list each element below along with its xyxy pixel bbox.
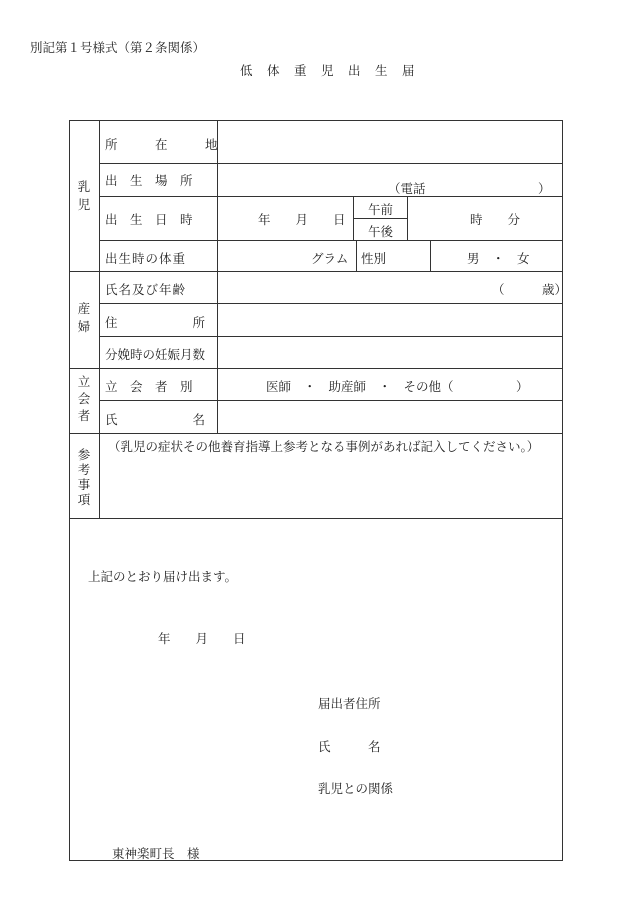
addressee: 東神楽町長 様 <box>112 846 200 861</box>
attendant-group-label: 立会者 <box>77 374 91 423</box>
declaration-statement: 上記のとおり届け出ます。 <box>88 569 238 584</box>
gestation-field[interactable] <box>219 338 561 367</box>
birthplace-label: 出 生 場 所 <box>105 173 193 188</box>
pm-option[interactable]: 午後 <box>368 224 394 239</box>
age-unit[interactable]: （ 歳） <box>492 282 568 297</box>
attendant-name-field[interactable] <box>219 402 561 432</box>
form-reference: 別記第１号様式（第２条関係） <box>30 40 206 55</box>
birth-time-units[interactable]: 時 分 <box>470 212 521 227</box>
mother-name-age-label: 氏名及び年齢 <box>105 282 187 297</box>
phone-label: （電話 ） <box>388 181 551 196</box>
infant-address-label: 所 在 地 <box>105 137 218 152</box>
weight-label: 出生時の体重 <box>105 251 187 266</box>
relation-label: 乳児との関係 <box>318 781 394 796</box>
notifier-name-label: 氏 名 <box>318 739 381 754</box>
attendant-name-label: 氏 名 <box>105 412 206 427</box>
gestation-label: 分娩時の妊娠月数 <box>105 347 206 362</box>
mother-address-label: 住 所 <box>105 315 206 330</box>
attendant-type-label: 立 会 者 別 <box>105 379 193 394</box>
reference-group-label: 参考事項 <box>77 447 91 507</box>
attendant-type-options[interactable]: 医師 ・ 助産師 ・ その他（ ） <box>266 379 529 394</box>
am-option[interactable]: 午前 <box>368 202 394 217</box>
infant-address-field[interactable] <box>219 122 561 162</box>
birthdate-units[interactable]: 年 月 日 <box>258 212 346 227</box>
form-title: 低 体 重 児 出 生 届 <box>240 63 416 78</box>
declaration-date[interactable]: 年 月 日 <box>158 631 246 646</box>
sex-label: 性別 <box>361 251 387 266</box>
sex-options[interactable]: 男 ・ 女 <box>467 251 530 266</box>
mother-address-field[interactable] <box>219 305 561 335</box>
reference-field[interactable] <box>101 455 561 517</box>
notifier-address-label: 届出者住所 <box>318 696 381 711</box>
infant-group-label: 乳児 <box>77 179 91 212</box>
reference-note: （乳児の症状その他養育指導上参考となる事例があれば記入してください。） <box>108 439 540 454</box>
birthdate-label: 出 生 日 時 <box>105 212 193 227</box>
mother-group-label: 産婦 <box>77 301 91 334</box>
weight-unit[interactable]: グラム <box>311 251 349 266</box>
